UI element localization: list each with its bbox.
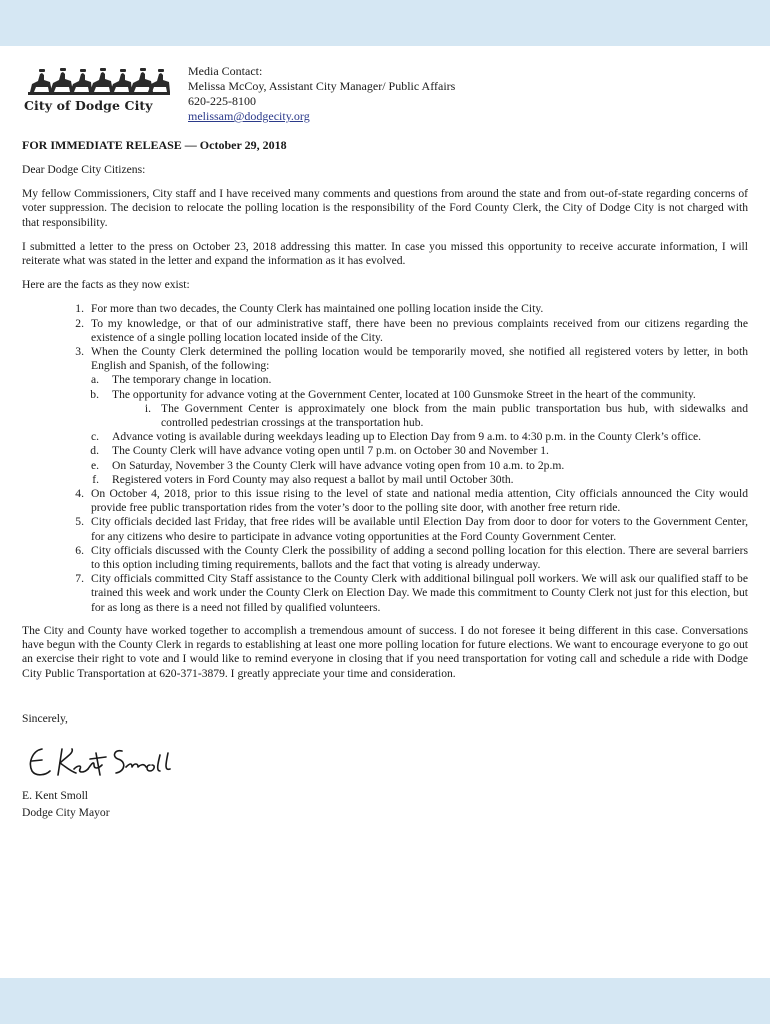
press-release [22, 60, 748, 821]
roman-numeral: i. [144, 401, 151, 415]
facts-list [22, 302, 748, 614]
release-date-line: FOR IMMEDIATE RELEASE — October 29, 2018 [22, 138, 287, 152]
list-item [22, 544, 748, 572]
signature-image [22, 735, 182, 783]
sub-list-text: The County Clerk will have advance voting open until 7 p.m. on October 30 and November 1. [112, 444, 549, 458]
body-paragraph: My fellow Commissioners, City staff and I have received many comments and questions from around the state and from out-of-state regarding concerns of voter suppression. The decision to relocate the polling location is the responsibility of the Ford County Clerk, the City of Dodge City is not charged with that responsibility. [22, 187, 748, 229]
sub-list-item [67, 473, 748, 487]
signer-title: Dodge City Mayor [22, 805, 110, 819]
logo-text: City of Dodge City [24, 98, 153, 113]
list-item [22, 345, 748, 487]
city-logo [24, 64, 180, 113]
sub-list-item [67, 373, 748, 387]
list-item-text: City officials decided last Friday, that free rides will be available until Election Day from door to door for voters to the Government Center, for any citizens who desire to participate in advance voting opportunities at the Ford County Government Center. [91, 515, 748, 543]
contact-name: Melissa McCoy, Assistant City Manager/ Public Affairs [188, 79, 456, 93]
sign-off: Sincerely, [22, 711, 68, 725]
contact-email-link[interactable]: melissam@dodgecity.org [188, 109, 310, 123]
sub-list-text: The opportunity for advance voting at the Government Center, located at 100 Gunsmoke Street in the heart of the community. [112, 387, 696, 401]
list-item [22, 572, 748, 615]
sub-sub-list [112, 402, 748, 430]
sub-list-letter: b. [90, 387, 99, 401]
list-item [22, 515, 748, 543]
sub-list-text: The temporary change in location. [112, 373, 272, 387]
sub-list-text: On Saturday, November 3 the County Clerk will have advance voting open from 10 a.m. to 2p.m. [112, 458, 565, 472]
signer-block [22, 787, 748, 821]
list-item [22, 317, 748, 345]
top-band [0, 0, 770, 46]
list-number: 6. [75, 543, 84, 557]
list-number: 1. [75, 302, 84, 316]
bottom-band [0, 978, 770, 1024]
closing-paragraph: The City and County have worked together to accomplish a tremendous amount of success. I do not foresee it being different in this case. Conversations have begun with the County Clerk in regards to establishing at least one more polling location for future elections. We want to encourage everyone to go out an exercise their right to vote and I would like to remind everyone in closing that if you need transportation for voting call and schedule a ride with Dodge City Public Transportation at 620-371-3879. I greatly appreciate your time and consideration. [22, 623, 748, 680]
list-item-text: On October 4, 2018, prior to this issue rising to the level of state and national media attention, City officials announced the City would provide free public transportation rides from the voter’s door to the polling site door, with another free return ride. [91, 487, 748, 515]
letterhead [22, 60, 748, 130]
sub-list-item [67, 388, 748, 431]
sub-list-item [67, 459, 748, 473]
list-item-text: When the County Clerk determined the polling location would be temporarily moved, she notified all registered voters by letter, in both English and Spanish, of the following: [91, 345, 748, 373]
sub-list-text: Advance voting is available during weekdays leading up to Election Day from 9 a.m. to 4:30 p.m. in the County Clerk’s office. [112, 430, 702, 444]
list-item-text: To my knowledge, or that of our administrative staff, there have been no previous complaints received from our citizens regarding the existence of a single polling location located inside of the City. [91, 316, 748, 344]
media-contact [188, 60, 455, 124]
list-item-text: City officials discussed with the County Clerk the possibility of adding a second polling location for this election. There are several barriers to this option including timing requirements, ballots and the fact that voting is already underway. [91, 543, 748, 572]
sub-list [67, 373, 748, 487]
sub-list-letter: e. [90, 458, 99, 472]
list-item [22, 487, 748, 515]
signer-name: E. Kent Smoll [22, 788, 89, 802]
media-contact-label: Media Contact: [188, 64, 263, 78]
cowboys-silhouette-icon [24, 64, 174, 100]
salutation: Dear Dodge City Citizens: [22, 163, 146, 176]
sub-list-item [67, 444, 748, 458]
list-item [22, 302, 748, 316]
list-number: 2. [75, 316, 84, 330]
list-number: 7. [75, 572, 84, 586]
facts-intro: Here are the facts as they now exist: [22, 278, 190, 292]
contact-phone: 620-225-8100 [188, 94, 256, 108]
list-item-text: For more than two decades, the County Clerk has maintained one polling location inside the City. [91, 302, 544, 316]
sub-list-letter: a. [90, 373, 99, 387]
list-number: 4. [75, 487, 84, 501]
body-paragraph: I submitted a letter to the press on October 23, 2018 addressing this matter. In case you missed this opportunity to receive accurate information, I will reiterate what was stated in the letter and expand the information as it has evolved. [22, 239, 748, 268]
sub-list-text: Registered voters in Ford County may also request a ballot by mail until October 30th. [112, 472, 514, 486]
sub-list-letter: d. [90, 444, 99, 458]
sub-list-letter: c. [90, 430, 99, 444]
list-number: 5. [75, 515, 84, 529]
list-item-text: City officials committed City Staff assistance to the County Clerk with additional bilingual poll workers. We will ask our qualified staff to be trained this week and work under the County Clerk on Election Day. We made this commitment to County Clerk not just for this election, but for as long as there is a need not filled by qualified volunteers. [91, 572, 748, 614]
handwritten-signature [22, 735, 748, 783]
list-number: 3. [75, 345, 84, 359]
sub-list-letter: f. [92, 472, 99, 486]
sub-sub-list-item [67, 402, 748, 430]
sub-list-item [67, 430, 748, 444]
sub-sub-list-text: The Government Center is approximately one block from the main public transportation bus hub, with sidewalks and controlled pedestrian crossings at the transportation hub. [161, 401, 748, 430]
